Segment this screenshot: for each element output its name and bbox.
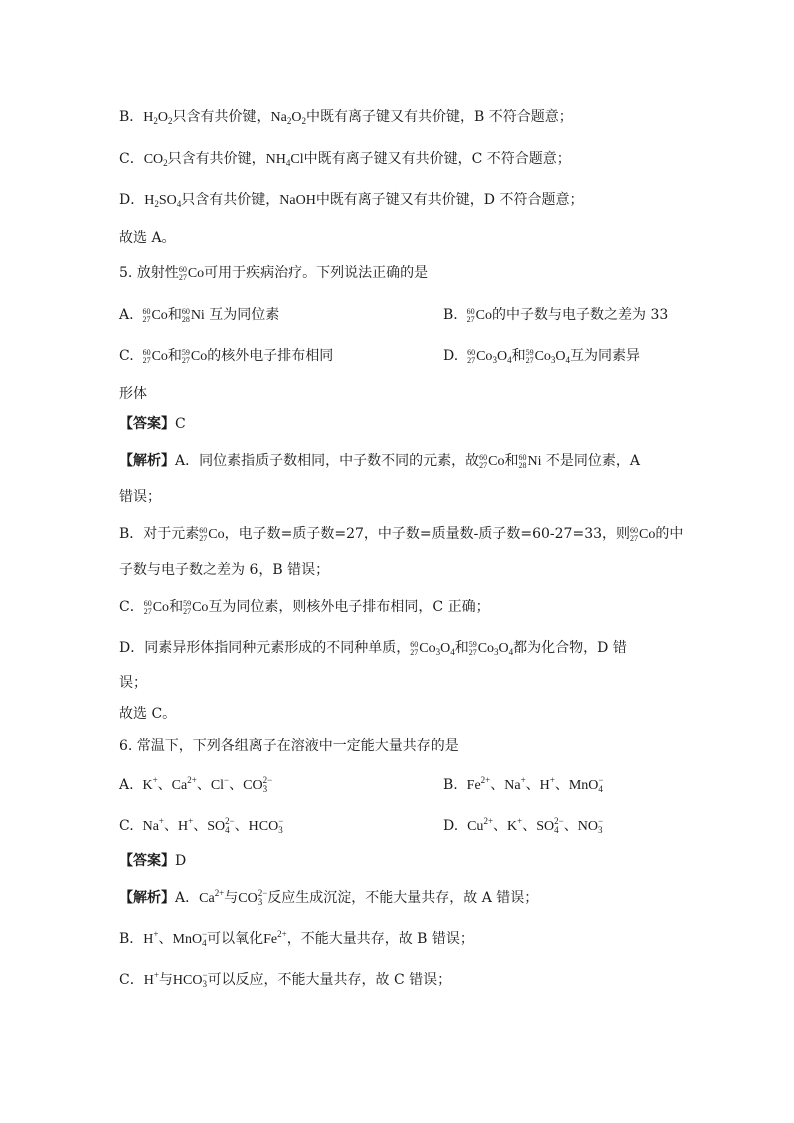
line-d-h2so4: D．$H_2SO_4$只含有共价键，NaOH中既有离子键又有共价键，D 不符合题意；: [119, 192, 584, 209]
q5-option-d: D. 60 27 $Co_3O_4$和 59 27 $Co_3O_4$互为同素异: [443, 348, 641, 365]
q6-option-c: C. Na+、H+、SO 2− 4 、HCO − 3: [119, 815, 284, 835]
q5-analysis-a-cont: 错误；: [119, 489, 161, 505]
q5-answer: 【答案】C: [119, 416, 186, 432]
nuclide-co60: 60 27: [142, 348, 151, 365]
q5-option-d-cont: 形体: [119, 386, 147, 402]
nuclide-ni60: 60 28: [181, 307, 190, 324]
conclusion-c: 故选 C。: [119, 706, 177, 722]
nuclide-co60: 60 27: [178, 265, 187, 282]
formula-nh4cl: $NH_4Cl$: [265, 152, 304, 168]
q5-option-b: B. 60 27 Co的中子数与电子数之差为 33: [443, 307, 669, 324]
q5-analysis-a: 【解析】A．同位素指质子数相同，中子数不同的元素，故 60 27 Co和 60 28 Ni 不是同位素，A: [119, 453, 641, 470]
nuclide-co59: 59 27: [181, 348, 190, 365]
q6-analysis-a: 【解析】A．$Ca^{2+}$与CO 2− 3 反应生成沉淀，不能大量共存，故 A 错误；: [119, 887, 539, 907]
q5-analysis-b-cont: 子数与电子数之差为 6，B 错误；: [119, 562, 330, 578]
q5-stem: 5. 放射性 60 27 Co可用于疾病治疗。下列说法正确的是: [119, 265, 429, 282]
formula-h2so4: $H_2SO_4$: [144, 193, 182, 209]
q5-option-c: C. 60 27 Co和 59 27 Co的核外电子排布相同: [119, 348, 334, 365]
conclusion-a: 故选 A。: [119, 230, 176, 246]
q5-analysis-b: B．对于元素 60 27 Co，电子数=质子数=27，中子数=质量数-质子数=60-27=33，则 60 27 Co的中: [119, 526, 684, 543]
q6-option-b: B. $Fe^{2+}$、Na+、H+、MnO − 4: [443, 774, 604, 794]
nuclide-co60: 60 27: [466, 307, 475, 324]
option-label: B．: [119, 109, 144, 125]
formula-co2: $CO_2$: [143, 152, 168, 168]
line-b-h2o2: B．$H_2O_2$只含有共价键，$Na_2O_2$中既有离子键又有共价键，B 不符合题意；: [119, 109, 573, 126]
q6-option-a: A. K+、$Ca^{2+}$、Cl−、CO 2− 3: [119, 774, 273, 794]
q5-analysis-c: C． 60 27 Co和 59 27 Co互为同位素，则核外电子排布相同，C 正确；: [119, 599, 490, 616]
q6-analysis-c: C．H+与HCO − 3 可以反应，不能大量共存，故 C 错误；: [119, 969, 452, 989]
q5-analysis-d: D．同素异形体指同种元素形成的不同种单质， 60 27 $Co_3O_4$和 59 27 $Co_3O_4$都为化合物，D 错: [119, 640, 627, 657]
line-c-co2: C．$CO_2$只含有共价键，$NH_4Cl$中既有离子键又有共价键，C 不符合题意；: [119, 151, 571, 168]
formula-naoh: NaOH: [279, 193, 316, 208]
q5-analysis-d-cont: 误；: [119, 675, 147, 691]
formula-h2o2: $H_2O_2$: [143, 110, 173, 126]
q5-option-a: A. 60 27 Co和 60 28 Ni 互为同位素: [119, 307, 280, 324]
q6-stem: 6. 常温下，下列各组离子在溶液中一定能大量共存的是: [119, 738, 459, 754]
formula-na2o2: $Na_2O_2$: [270, 110, 306, 126]
q6-analysis-b: B．H+、MnO − 4 可以氧化$Fe^{2+}$，不能大量共存，故 B 错误；: [119, 928, 474, 948]
nuclide-co60: 60 27: [142, 307, 151, 324]
q6-option-d: D. $Cu^{2+}$、K+、SO 2− 4 、NO − 3: [443, 815, 604, 835]
q6-answer: 【答案】D: [119, 853, 187, 869]
